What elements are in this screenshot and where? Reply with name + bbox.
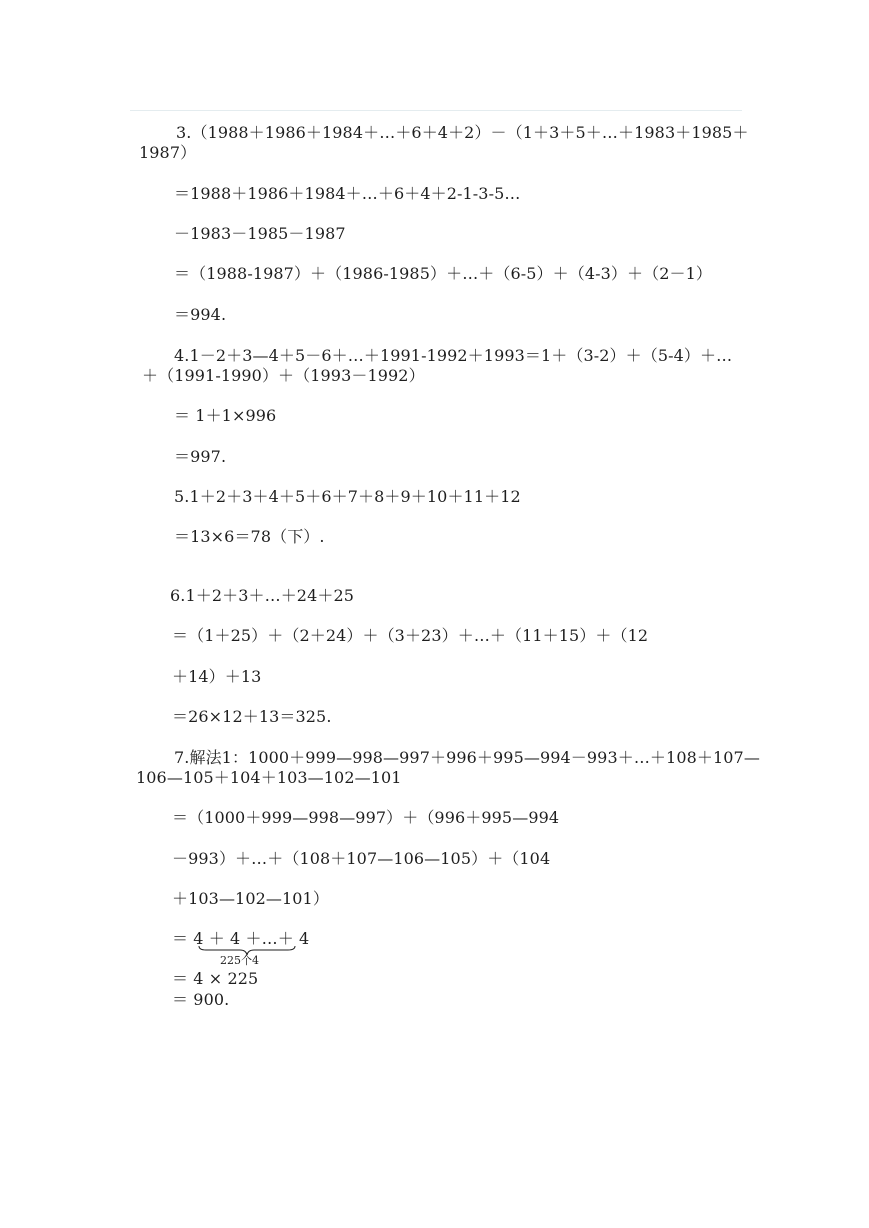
top-divider — [130, 110, 742, 111]
problem-3-step-3: ＝（1988-1987）＋（1986-1985）＋…＋（6-5）＋（4-3）＋（2－1） — [174, 264, 712, 283]
problem-4-line-1: 4.1－2＋3—4＋5－6＋…＋1991-1992＋1993＝1＋（3-2）＋（5-4）＋… — [174, 346, 733, 365]
problem-7-step-5: ＝ 4 × 225 — [172, 969, 259, 988]
problem-6-step-2: ＋14）＋13 — [172, 667, 262, 686]
problem-7-step-4: ＝ 4 ＋ 4 ＋…＋ 4 — [172, 929, 310, 948]
problem-4-step-2: ＝997. — [174, 447, 227, 466]
problem-3-step-4: ＝994. — [174, 305, 227, 324]
problem-7-line-2: 106—105＋104＋103—102—101 — [136, 768, 402, 787]
problem-3-step-2: －1983－1985－1987 — [174, 224, 346, 243]
problem-7-step-2: －993）＋…＋（108＋107—106—105）＋（104 — [172, 849, 551, 868]
problem-3-step-1: ＝1988＋1986＋1984＋…＋6＋4＋2-1-3-5… — [174, 184, 521, 203]
underbrace-label: 225个4 — [220, 954, 259, 967]
problem-7-step-6: ＝ 900. — [172, 990, 230, 1009]
problem-4-step-1: ＝ 1＋1×996 — [174, 406, 277, 425]
problem-3-line-2: 1987） — [139, 143, 197, 162]
problem-5-step-1: ＝13×6＝78（下）. — [174, 527, 325, 546]
problem-6-step-3: ＝26×12＋13＝325. — [172, 707, 332, 726]
problem-4-line-2: ＋（1991-1990）＋（1993－1992） — [142, 366, 425, 385]
problem-5-line-1: 5.1＋2＋3＋4＋5＋6＋7＋8＋9＋10＋11＋12 — [174, 487, 521, 506]
problem-6-line-1: 6.1＋2＋3＋…＋24＋25 — [170, 586, 355, 605]
problem-7-step-1: ＝（1000＋999—998—997）＋（996＋995—994 — [172, 808, 560, 827]
problem-7-line-1: 7.解法1：1000＋999—998—997＋996＋995—994－993＋…＋108＋107— — [174, 748, 760, 767]
problem-7-step-3: ＋103—102—101） — [172, 889, 329, 908]
underbrace — [198, 945, 296, 967]
problem-3-line-1: 3.（1988＋1986＋1984＋…＋6＋4＋2）－（1＋3＋5＋…＋1983＋1985＋ — [176, 123, 749, 142]
problem-6-step-1: ＝（1＋25）＋（2＋24）＋（3＋23）＋…＋（11＋15）＋（12 — [172, 626, 649, 645]
